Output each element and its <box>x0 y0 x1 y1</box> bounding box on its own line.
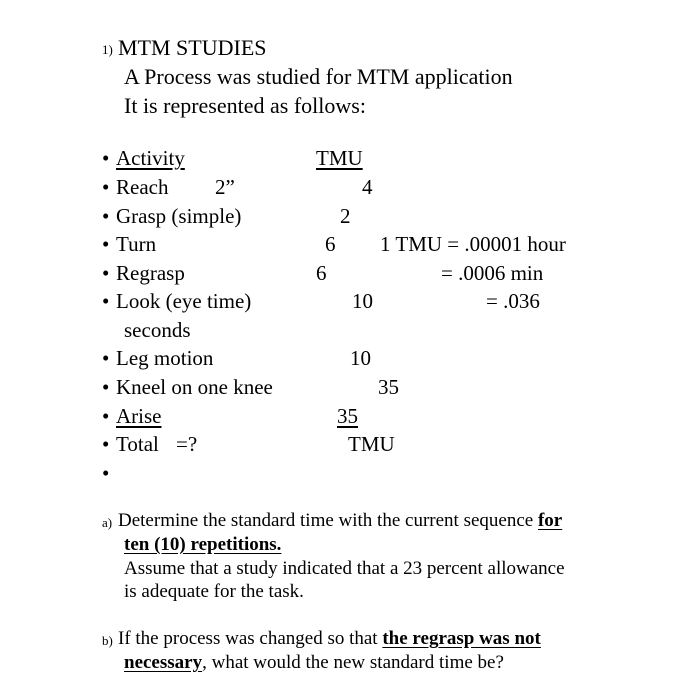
tmu-leg-motion: 10 <box>350 346 371 370</box>
question-b-line-2 <box>124 653 504 672</box>
question-b-line-1 <box>118 629 541 648</box>
bullet: • <box>102 146 110 170</box>
bullet: • <box>102 204 110 228</box>
bullet: • <box>102 261 110 285</box>
conversion-line-3: = .036 <box>486 289 540 313</box>
tmu-total-unit: TMU <box>348 432 395 456</box>
bullet: • <box>102 404 110 428</box>
section-number: 1) <box>102 42 113 57</box>
activity-grasp: Grasp (simple) <box>116 204 242 228</box>
question-a-line-4: is adequate for the task. <box>124 581 304 602</box>
question-a-label: a) <box>102 515 113 530</box>
tmu-look: 10 <box>352 289 373 313</box>
question-b-bold-1: the regrasp was not <box>382 628 541 649</box>
question-b-text-2: , what would the new standard time be? <box>202 652 504 673</box>
conversion-line-2: = .0006 min <box>441 261 544 285</box>
bullet: • <box>102 346 110 370</box>
page-title: MTM STUDIES <box>118 35 267 60</box>
question-b-label: b) <box>102 633 113 648</box>
question-b-text-1: If the process was changed so that <box>118 628 378 649</box>
intro-line-1: A Process was studied for MTM application <box>124 64 513 89</box>
question-a-text-1: Determine the standard time with the current sequence <box>118 510 534 531</box>
tmu-arise: 35 <box>337 404 358 428</box>
question-a-line-3: Assume that a study indicated that a 23 percent allowance <box>124 558 565 579</box>
question-a-line-1 <box>118 511 562 530</box>
activity-total-question: =? <box>176 432 198 456</box>
bullet: • <box>102 375 110 399</box>
activity-look-continued: seconds <box>124 318 191 342</box>
activity-leg-motion: Leg motion <box>116 346 214 370</box>
activity-kneel: Kneel on one knee <box>116 375 273 399</box>
bullet: • <box>102 432 110 456</box>
activity-arise: Arise <box>116 404 162 428</box>
bullet: • <box>102 461 110 485</box>
tmu-header: TMU <box>316 146 363 170</box>
tmu-turn: 6 <box>325 232 336 256</box>
bullet: • <box>102 175 110 199</box>
question-b-bold-2: necessary <box>124 652 203 673</box>
activity-regrasp: Regrasp <box>116 261 185 285</box>
question-a-bold-1: for <box>537 510 563 531</box>
tmu-grasp: 2 <box>340 204 351 228</box>
tmu-kneel: 35 <box>378 375 399 399</box>
activity-total: Total <box>116 432 159 456</box>
activity-turn: Turn <box>116 232 157 256</box>
activity-look: Look (eye time) <box>116 289 252 313</box>
bullet: • <box>102 289 110 313</box>
conversion-line-1: 1 TMU = .00001 hour <box>380 232 566 256</box>
intro-line-2: It is represented as follows: <box>124 93 366 118</box>
activity-reach-distance: 2” <box>215 175 235 199</box>
activity-header: Activity <box>116 146 185 170</box>
activity-reach: Reach <box>116 175 169 199</box>
question-a-bold-2: ten (10) repetitions. <box>124 534 282 555</box>
bullet: • <box>102 232 110 256</box>
tmu-regrasp: 6 <box>316 261 327 285</box>
tmu-reach: 4 <box>362 175 373 199</box>
